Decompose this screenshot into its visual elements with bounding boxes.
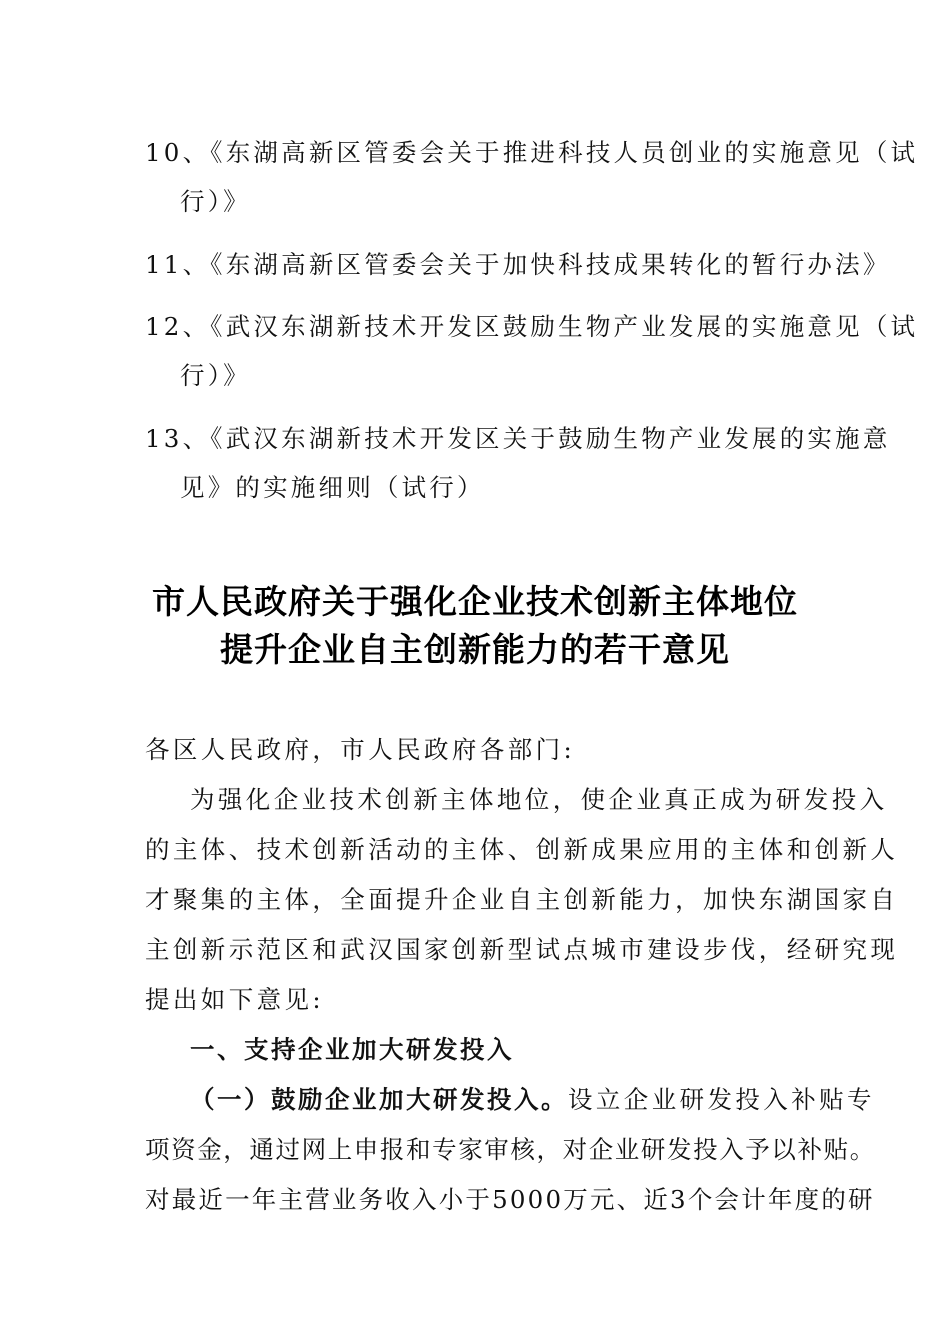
- item1-label: （一）鼓励企业加大研发投入。: [190, 1085, 568, 1114]
- section-heading: 一、支持企业加大研发投入: [190, 1035, 514, 1064]
- document-title-line2: 提升企业自主创新能力的若干意见: [220, 630, 730, 669]
- item1-line: 项资金，通过网上申报和专家审核，对企业研发投入予以补贴。: [145, 1135, 876, 1164]
- item1-first-line: [190, 1085, 875, 1115]
- document-title-line1: 市人民政府关于强化企业技术创新主体地位: [152, 582, 798, 621]
- item1-line: 对最近一年主营业务收入小于5000万元、近3个会计年度的研: [145, 1185, 875, 1214]
- intro-line: 为强化企业技术创新主体地位，使企业真正成为研发投入: [190, 785, 888, 814]
- list-item-13-continuation: 见》的实施细则（试行）: [180, 473, 485, 502]
- salutation: 各区人民政府，市人民政府各部门:: [145, 735, 576, 764]
- item1-text: 设立企业研发投入补贴专: [568, 1085, 875, 1114]
- intro-line: 主创新示范区和武汉国家创新型试点城市建设步伐，经研究现: [145, 935, 899, 964]
- intro-line: 才聚集的主体，全面提升企业自主创新能力，加快东湖国家自: [145, 885, 899, 914]
- list-item-10-continuation: 行）》: [180, 187, 251, 216]
- list-item-12: 12、《武汉东湖新技术开发区鼓励生物产业发展的实施意见（试: [145, 312, 919, 341]
- list-item-12-continuation: 行）》: [180, 361, 251, 390]
- list-item-11: 11、《东湖高新区管委会关于加快科技成果转化的暂行办法》: [145, 250, 891, 279]
- intro-line: 的主体、技术创新活动的主体、创新成果应用的主体和创新人: [145, 835, 899, 864]
- intro-line: 提出如下意见:: [145, 985, 325, 1014]
- list-item-13: 13、《武汉东湖新技术开发区关于鼓励生物产业发展的实施意: [145, 424, 891, 453]
- list-item-10: 10、《东湖高新区管委会关于推进科技人员创业的实施意见（试: [145, 138, 919, 167]
